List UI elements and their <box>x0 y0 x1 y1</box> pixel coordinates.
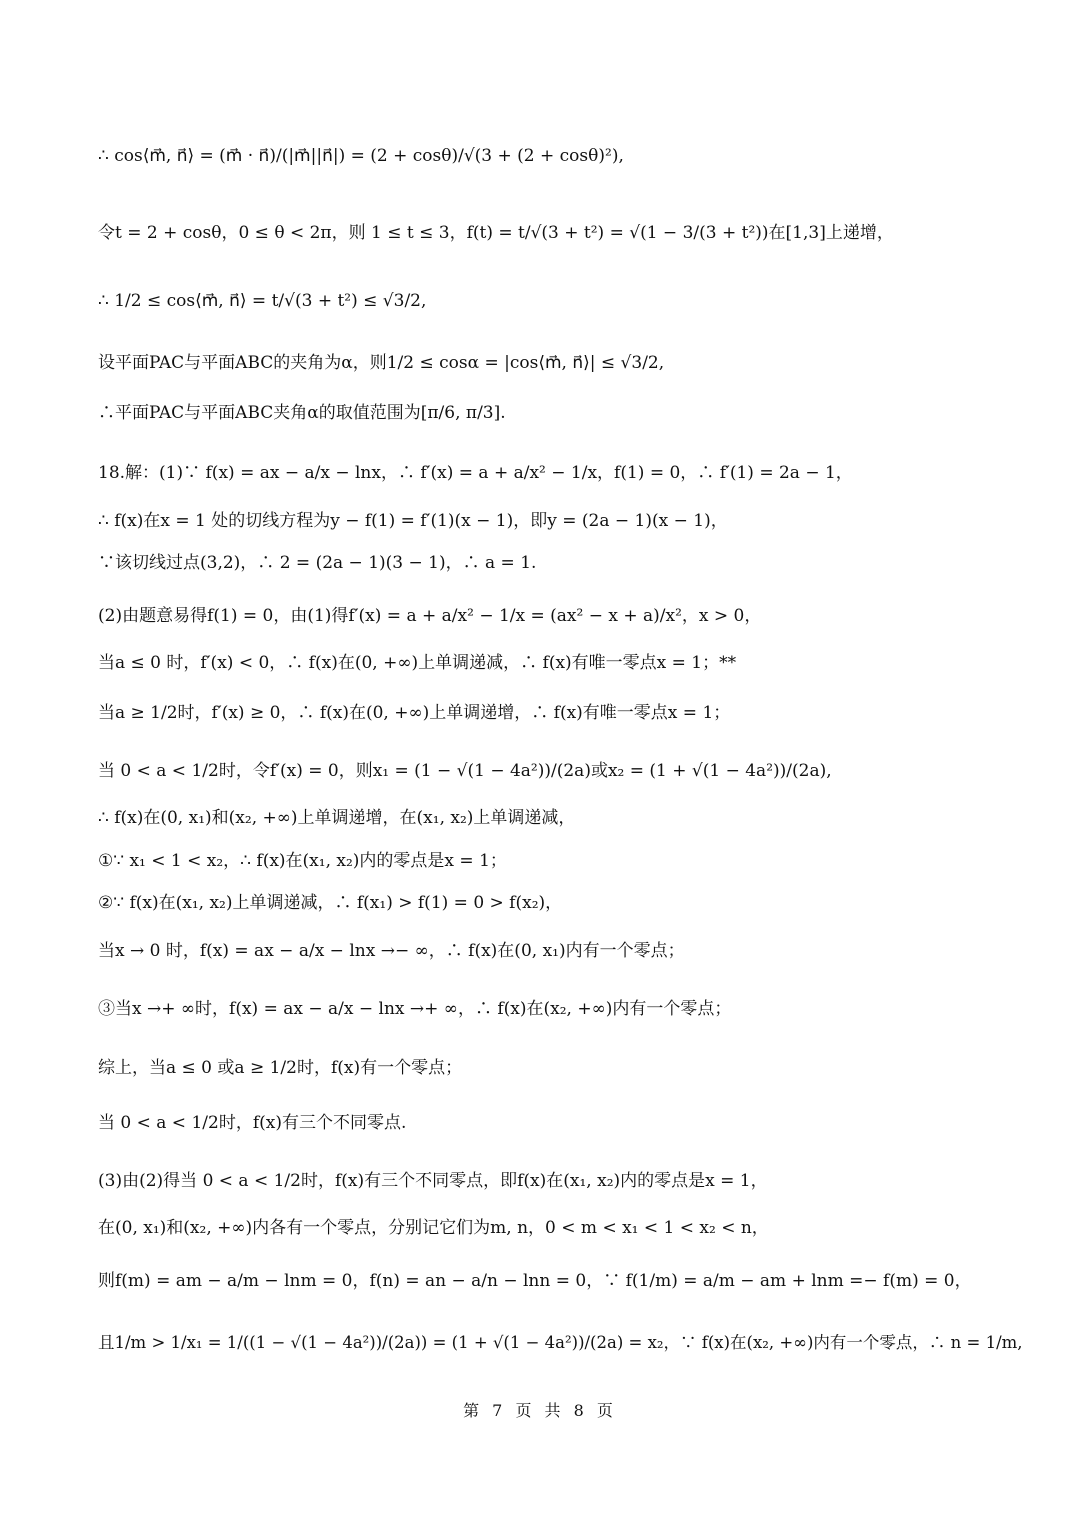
text-line-14: ①∵ x₁ < 1 < x₂，∴ f(x)在(x₁, x₂)内的零点是x = 1； <box>98 851 507 871</box>
text-line-10: 当a ≤ 0 时，f′(x) < 0，∴ f(x)在(0, +∞)上单调递减，∴ f(x)有唯一零点x = 1；** <box>98 653 737 673</box>
text-line-6: 18.解：(1)∵ f(x) = ax − a/x − lnx，∴ f′(x) = a + a/x² − 1/x，f(1) = 0，∴ f′(1) = 2a − 1， <box>98 463 853 483</box>
text-line-15: ②∵ f(x)在(x₁, x₂)上单调递减，∴ f(x₁) > f(1) = 0 > f(x₂)， <box>98 893 563 913</box>
text-line-5: ∴平面PAC与平面ABC夹角α的取值范围为[π/6, π/3]. <box>98 403 506 423</box>
text-line-7: ∴ f(x)在x = 1 处的切线方程为y − f(1) = f′(1)(x − 1)，即y = (2a − 1)(x − 1)， <box>98 511 728 531</box>
text-line-9: (2)由题意易得f(1) = 0，由(1)得f′(x) = a + a/x² − 1/x = (ax² − x + a)/x²，x > 0， <box>98 606 762 626</box>
text-line-20: (3)由(2)得当 0 < a < 1/2时，f(x)有三个不同零点，即f(x)在(x₁, x₂)内的零点是x = 1， <box>98 1171 768 1191</box>
text-line-12: 当 0 < a < 1/2时，令f′(x) = 0，则x₁ = (1 − √(1 − 4a²))/(2a)或x₂ = (1 + √(1 − 4a²))/(2a), <box>98 761 832 781</box>
text-line-23: 且1/m > 1/x₁ = 1/((1 − √(1 − 4a²))/(2a)) = (1 + √(1 − 4a²))/(2a) = x₂，∵ f(x)在(x₂, +∞)内有一个零点，∴ n = 1/m, <box>98 1333 1023 1352</box>
text-line-18: 综上，当a ≤ 0 或a ≥ 1/2时，f(x)有一个零点； <box>98 1058 463 1078</box>
text-line-3: ∴ 1/2 ≤ cos⟨m⃗, n⃗⟩ = t/√(3 + t²) ≤ √3/2, <box>98 291 427 311</box>
text-line-11: 当a ≥ 1/2时，f′(x) ≥ 0，∴ f(x)在(0, +∞)上单调递增，∴ f(x)有唯一零点x = 1； <box>98 703 731 723</box>
text-line-8: ∵该切线过点(3,2)，∴ 2 = (2a − 1)(3 − 1)，∴ a = 1. <box>98 553 537 573</box>
text-line-2: 令t = 2 + cosθ，0 ≤ θ < 2π，则 1 ≤ t ≤ 3，f(t) = t/√(3 + t²) = √(1 − 3/(3 + t²))在[1,3]上递增， <box>98 223 894 243</box>
text-line-1: ∴ cos⟨m⃗, n⃗⟩ = (m⃗ · n⃗)/(|m⃗||n⃗|) = (2 + cosθ)/√(3 + (2 + cosθ)²), <box>98 146 624 166</box>
page-footer: 第 7 页 共 8 页 <box>463 1401 617 1420</box>
text-line-13: ∴ f(x)在(0, x₁)和(x₂, +∞)上单调递增，在(x₁, x₂)上单调递减， <box>98 808 576 828</box>
text-line-17: ③当x →+ ∞时，f(x) = ax − a/x − lnx →+ ∞，∴ f(x)在(x₂, +∞)内有一个零点； <box>98 999 732 1019</box>
text-line-22: 则f(m) = am − a/m − lnm = 0，f(n) = an − a/n − lnn = 0，∵ f(1/m) = a/m − am + lnm =− f(m) = 0， <box>98 1271 972 1291</box>
text-line-16: 当x → 0 时，f(x) = ax − a/x − lnx →− ∞，∴ f(x)在(0, x₁)内有一个零点； <box>98 941 685 961</box>
text-line-21: 在(0, x₁)和(x₂, +∞)内各有一个零点，分别记它们为m, n，0 < m < x₁ < 1 < x₂ < n， <box>98 1218 769 1238</box>
text-line-4: 设平面PAC与平面ABC的夹角为α，则1/2 ≤ cosα = |cos⟨m⃗, n⃗⟩| ≤ √3/2, <box>98 353 665 373</box>
text-line-19: 当 0 < a < 1/2时，f(x)有三个不同零点. <box>98 1113 407 1133</box>
